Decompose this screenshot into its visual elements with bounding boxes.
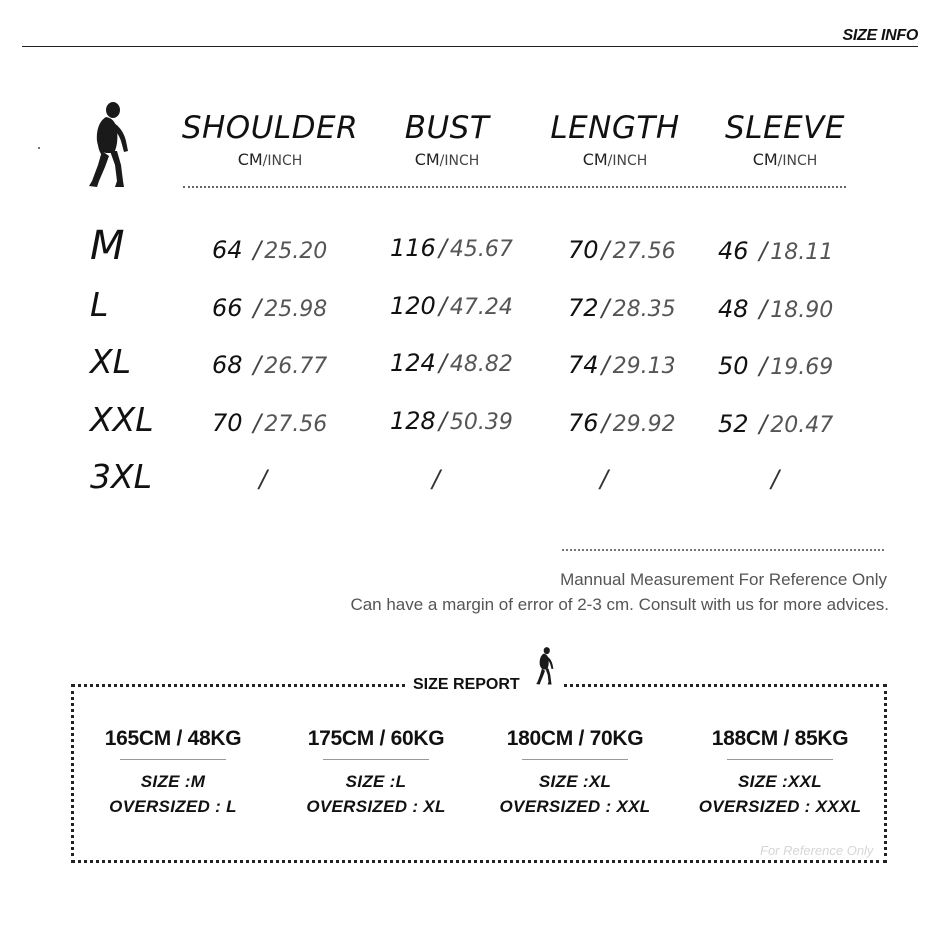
table-cell xyxy=(212,351,327,379)
table-cell xyxy=(568,294,676,322)
table-cell xyxy=(212,236,327,264)
column-unit xyxy=(175,150,365,169)
unit-cm: CM xyxy=(237,150,263,169)
column-unit xyxy=(690,150,880,169)
size-info-title: SIZE INFO xyxy=(842,27,918,44)
empty-cell-slash: / xyxy=(259,465,268,493)
oversized-size: OVERSIZED : XXXL xyxy=(698,797,862,816)
column-title: SLEEVE xyxy=(725,110,845,146)
cell-inch: 27.56 xyxy=(264,412,328,437)
cell-inch: 50.39 xyxy=(449,410,513,435)
table-cell xyxy=(390,407,513,435)
cell-slash: / xyxy=(245,351,262,379)
recommended-size: SIZE :XXL xyxy=(738,772,822,791)
column-header-sleeve xyxy=(690,110,880,169)
cell-cm: 116 xyxy=(390,234,436,262)
unit-cm: CM xyxy=(752,150,778,169)
size-label-l: L xyxy=(90,285,109,324)
unit-inch: /INCH xyxy=(777,153,818,169)
entry-underline xyxy=(323,759,429,760)
top-divider xyxy=(22,46,918,47)
cell-cm: 76 xyxy=(568,409,599,437)
cell-cm: 128 xyxy=(390,407,436,435)
height-weight: 188CM / 85KG xyxy=(711,727,849,750)
entry-underline xyxy=(727,759,833,760)
column-header-length xyxy=(520,110,710,169)
column-unit xyxy=(352,150,542,169)
cell-cm: 70 xyxy=(212,409,243,437)
cell-slash: / xyxy=(601,236,610,264)
cell-inch: 18.90 xyxy=(770,298,834,323)
recommended-size: SIZE :XL xyxy=(538,772,612,791)
size-label-xl: XL xyxy=(90,342,131,381)
unit-cm: CM xyxy=(414,150,440,169)
walking-figure-icon xyxy=(84,101,134,189)
cell-cm: 50 xyxy=(718,352,749,380)
cell-inch: 20.47 xyxy=(770,413,834,438)
recommended-size: SIZE :L xyxy=(345,772,407,791)
table-cell xyxy=(390,234,513,262)
cell-cm: 124 xyxy=(390,349,436,377)
unit-inch: /INCH xyxy=(607,153,648,169)
column-title: LENGTH xyxy=(550,110,680,146)
cell-slash: / xyxy=(601,409,610,437)
table-cell xyxy=(212,294,327,322)
column-header-shoulder xyxy=(175,110,365,169)
cell-slash: / xyxy=(245,409,262,437)
table-cell xyxy=(718,295,833,323)
size-label-m: M xyxy=(90,223,125,269)
oversized-size: OVERSIZED : L xyxy=(109,797,237,816)
reference-watermark: For Reference Only xyxy=(760,843,874,858)
header-dotted-divider xyxy=(183,186,846,188)
cell-slash: / xyxy=(751,237,768,265)
cell-cm: 74 xyxy=(568,351,599,379)
note-line-1: Mannual Measurement For Reference Only xyxy=(560,570,887,589)
column-header-bust xyxy=(352,110,542,169)
height-weight: 165CM / 48KG xyxy=(104,727,242,750)
cell-slash: / xyxy=(438,349,447,377)
cell-cm: 66 xyxy=(212,294,243,322)
cell-cm: 68 xyxy=(212,351,243,379)
cell-cm: 64 xyxy=(212,236,243,264)
entry-underline xyxy=(120,759,226,760)
cell-inch: 25.20 xyxy=(264,239,328,264)
cell-cm: 52 xyxy=(718,410,749,438)
cell-slash: / xyxy=(245,236,262,264)
cell-cm: 72 xyxy=(568,294,599,322)
entry-underline xyxy=(522,759,628,760)
cell-slash: / xyxy=(245,294,262,322)
table-cell xyxy=(568,351,676,379)
table-cell xyxy=(718,352,833,380)
cell-inch: 48.82 xyxy=(449,352,513,377)
unit-cm: CM xyxy=(582,150,608,169)
cell-cm: 120 xyxy=(390,292,436,320)
cell-inch: 29.13 xyxy=(612,354,676,379)
stray-dot xyxy=(38,147,40,149)
table-cell xyxy=(568,409,676,437)
column-unit xyxy=(520,150,710,169)
size-label-3xl: 3XL xyxy=(90,457,152,496)
size-report-entry xyxy=(475,726,675,819)
cell-cm: 70 xyxy=(568,236,599,264)
size-label-xxl: XXL xyxy=(90,400,154,439)
table-cell xyxy=(718,410,833,438)
table-cell xyxy=(718,237,833,265)
cell-slash: / xyxy=(751,352,768,380)
cell-cm: 48 xyxy=(718,295,749,323)
cell-inch: 19.69 xyxy=(770,355,834,380)
note-line-2: Can have a margin of error of 2-3 cm. Consult with us for more advices. xyxy=(350,595,889,614)
cell-inch: 27.56 xyxy=(612,239,676,264)
cell-slash: / xyxy=(751,295,768,323)
table-cell xyxy=(568,236,676,264)
cell-slash: / xyxy=(438,407,447,435)
size-report-entry xyxy=(276,726,476,819)
size-report-label: SIZE REPORT xyxy=(413,676,520,693)
unit-inch: /INCH xyxy=(439,153,480,169)
column-title: SHOULDER xyxy=(181,110,359,146)
empty-cell-slash: / xyxy=(600,465,609,493)
empty-cell-slash: / xyxy=(771,465,780,493)
column-title: BUST xyxy=(404,110,490,146)
table-cell xyxy=(390,349,513,377)
oversized-size: OVERSIZED : XXL xyxy=(499,797,651,816)
cell-inch: 26.77 xyxy=(264,354,328,379)
cell-cm: 46 xyxy=(718,237,749,265)
cell-inch: 47.24 xyxy=(449,295,513,320)
cell-slash: / xyxy=(601,294,610,322)
cell-inch: 18.11 xyxy=(770,240,834,265)
size-report-entry xyxy=(73,726,273,819)
size-report-entry xyxy=(680,726,880,819)
height-weight: 180CM / 70KG xyxy=(506,727,644,750)
oversized-size: OVERSIZED : XL xyxy=(306,797,446,816)
table-cell xyxy=(212,409,327,437)
walking-figure-icon xyxy=(528,643,562,689)
height-weight: 175CM / 60KG xyxy=(307,727,445,750)
note-dotted-divider xyxy=(562,549,884,551)
cell-inch: 25.98 xyxy=(264,297,328,322)
cell-inch: 28.35 xyxy=(612,297,676,322)
cell-slash: / xyxy=(601,351,610,379)
empty-cell-slash: / xyxy=(432,465,441,493)
cell-slash: / xyxy=(751,410,768,438)
cell-inch: 45.67 xyxy=(449,237,513,262)
size-report-label-wrap xyxy=(405,673,528,697)
cell-inch: 29.92 xyxy=(612,412,676,437)
unit-inch: /INCH xyxy=(262,153,303,169)
recommended-size: SIZE :M xyxy=(140,772,206,791)
cell-slash: / xyxy=(438,234,447,262)
cell-slash: / xyxy=(438,292,447,320)
table-cell xyxy=(390,292,513,320)
